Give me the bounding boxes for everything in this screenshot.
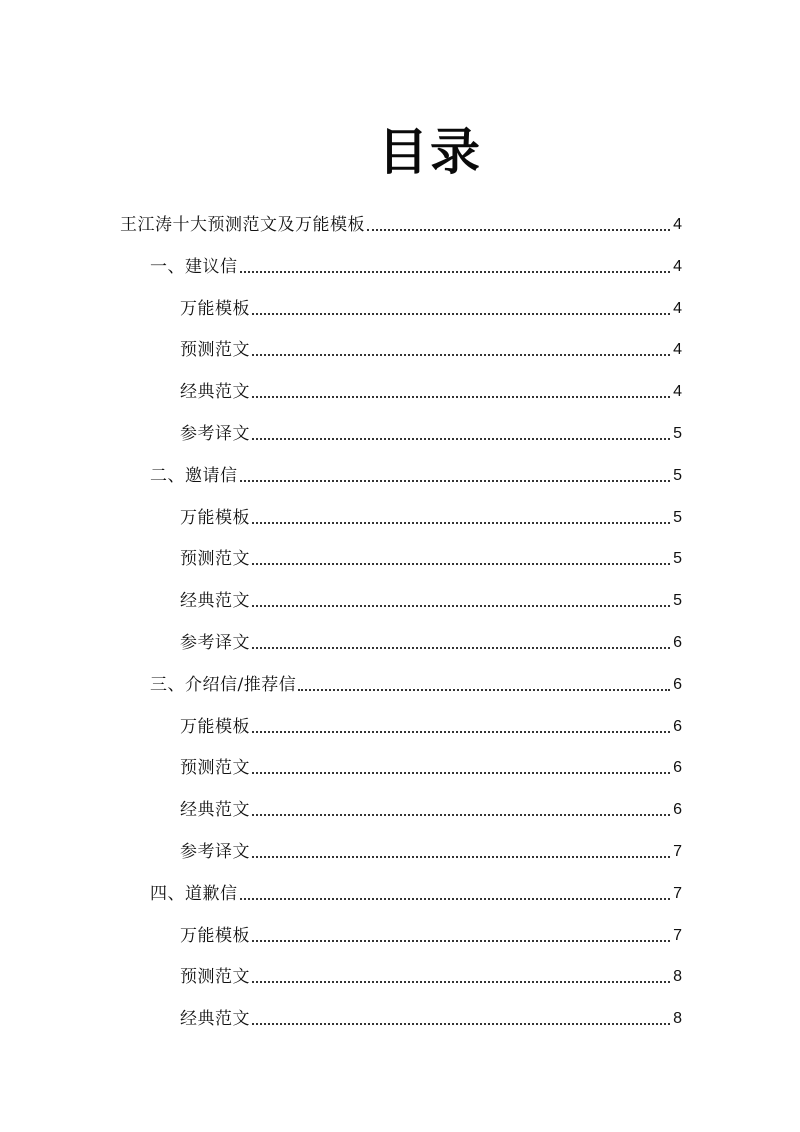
toc-entry[interactable] xyxy=(120,204,682,236)
toc-dot-leader xyxy=(252,939,670,942)
toc-dot-leader xyxy=(252,395,670,398)
toc-entry[interactable] xyxy=(180,288,682,320)
toc-dot-leader xyxy=(252,813,670,816)
toc-entry-label: 万能模板 xyxy=(180,925,250,946)
toc-entry[interactable] xyxy=(150,455,682,487)
toc-entry-page-number: 6 xyxy=(673,801,682,819)
toc-dot-leader xyxy=(367,228,670,231)
toc-dot-leader xyxy=(240,479,671,482)
toc-entry[interactable] xyxy=(180,956,682,988)
toc-entry-label: 四、道歉信 xyxy=(150,883,238,904)
toc-entry-page-number: 5 xyxy=(673,466,682,484)
toc-entry[interactable] xyxy=(180,538,682,570)
toc-entry-label: 二、邀请信 xyxy=(150,465,238,486)
toc-entry-page-number: 8 xyxy=(673,968,682,986)
toc-dot-leader xyxy=(252,730,670,733)
toc-dot-leader xyxy=(252,604,670,607)
toc-entry-page-number: 5 xyxy=(673,550,682,568)
toc-dot-leader xyxy=(252,980,670,983)
toc-entry-label: 经典范文 xyxy=(180,382,250,403)
toc-entry-label: 经典范文 xyxy=(180,591,250,612)
toc-entry-label: 预测范文 xyxy=(180,967,250,988)
toc-entry-label: 参考译文 xyxy=(180,633,250,653)
toc-entry-label: 经典范文 xyxy=(180,800,250,821)
toc-entry[interactable] xyxy=(180,497,682,529)
toc-entry[interactable] xyxy=(180,371,682,403)
toc-entry[interactable] xyxy=(180,998,682,1030)
toc-entry-page-number: 4 xyxy=(673,216,682,233)
toc-entry[interactable] xyxy=(150,664,682,696)
toc-entry-label: 一、建议信 xyxy=(150,256,238,277)
toc-entry[interactable] xyxy=(180,413,682,445)
toc-entry-label: 万能模板 xyxy=(180,298,250,319)
toc-entry-page-number: 7 xyxy=(673,884,682,902)
toc-dot-leader xyxy=(252,855,670,858)
toc-entry-page-number: 6 xyxy=(673,675,682,693)
toc-dot-leader xyxy=(252,1022,670,1025)
toc-entry[interactable] xyxy=(150,246,682,278)
toc-entry-page-number: 7 xyxy=(673,843,682,860)
toc-entry-page-number: 5 xyxy=(673,508,682,526)
toc-entry[interactable] xyxy=(180,622,682,654)
toc-dot-leader xyxy=(240,270,671,273)
toc-dot-leader xyxy=(240,897,671,900)
toc-entry-label: 预测范文 xyxy=(180,758,250,779)
toc-dot-leader xyxy=(252,312,670,315)
toc-entry-page-number: 6 xyxy=(673,759,682,777)
toc-entry[interactable] xyxy=(180,706,682,738)
toc-entry-page-number: 8 xyxy=(673,1010,682,1028)
toc-entry-label: 预测范文 xyxy=(180,549,250,570)
toc-entry[interactable] xyxy=(180,747,682,779)
toc-entry-label: 预测范文 xyxy=(180,340,250,361)
toc-entry-page-number: 4 xyxy=(673,299,682,317)
toc-entry-label: 万能模板 xyxy=(180,716,250,737)
toc-entry-page-number: 4 xyxy=(673,341,682,359)
page-title: 目录 xyxy=(378,123,482,181)
toc-dot-leader xyxy=(252,521,670,524)
toc-entry-page-number: 5 xyxy=(673,592,682,610)
toc-entry-label: 万能模板 xyxy=(180,507,250,528)
toc-entry-label: 三、介绍信/推荐信 xyxy=(150,674,297,695)
toc-entry-label: 参考译文 xyxy=(180,424,250,444)
toc-entry-page-number: 7 xyxy=(673,926,682,944)
toc-dot-leader xyxy=(252,562,670,565)
toc-entry[interactable] xyxy=(150,873,682,905)
toc-entry-label: 参考译文 xyxy=(180,842,250,862)
toc-entry-page-number: 6 xyxy=(673,717,682,735)
toc-entry-page-number: 4 xyxy=(673,383,682,401)
toc-dot-leader xyxy=(252,646,670,649)
toc-entry-page-number: 6 xyxy=(673,634,682,651)
toc-entry[interactable] xyxy=(180,915,682,947)
toc-entry[interactable] xyxy=(180,831,682,863)
toc-dot-leader xyxy=(252,771,670,774)
toc-entry[interactable] xyxy=(180,580,682,612)
toc-entry[interactable] xyxy=(180,329,682,361)
toc-entry[interactable] xyxy=(180,789,682,821)
toc-entry-label: 经典范文 xyxy=(180,1009,250,1030)
toc-dot-leader xyxy=(252,437,670,440)
toc-dot-leader xyxy=(252,353,670,356)
toc-entry-page-number: 4 xyxy=(673,257,682,275)
toc-entry-label: 王江涛十大预测范文及万能模板 xyxy=(120,215,365,235)
toc-dot-leader xyxy=(298,688,670,691)
toc-entry-page-number: 5 xyxy=(673,425,682,442)
